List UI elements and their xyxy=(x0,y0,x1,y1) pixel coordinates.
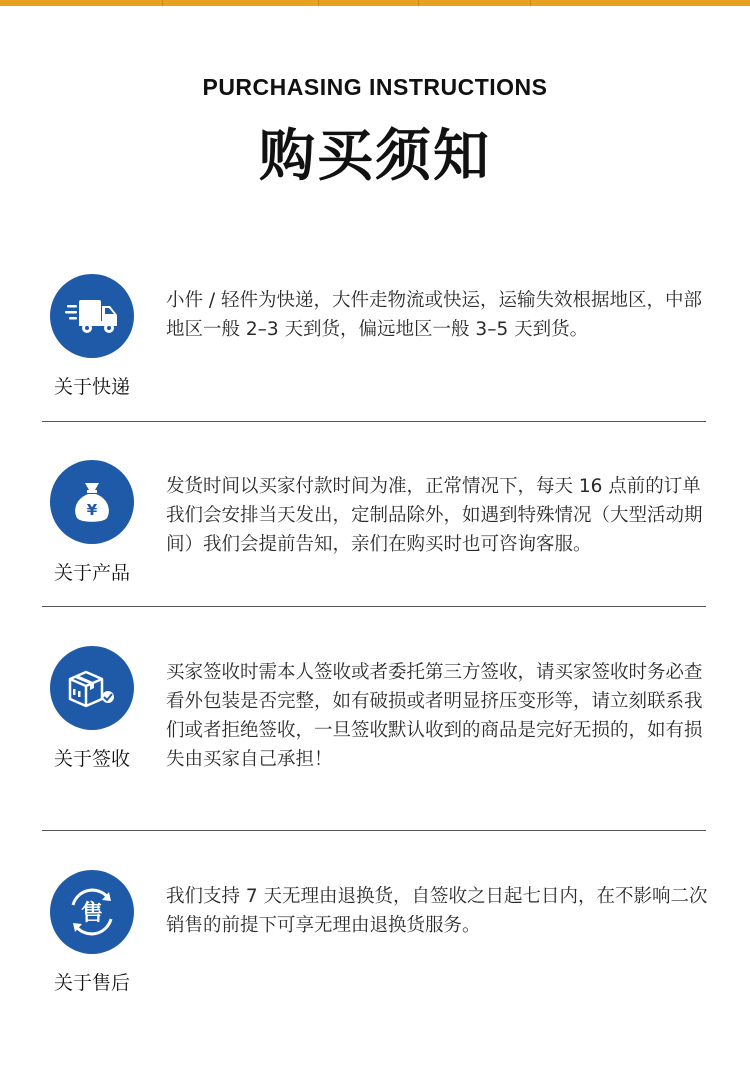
section-label: 关于售后 xyxy=(53,972,130,994)
section-text: 发货时间以买家付款时间为准，正常情况下，每天 16 点前的订单我们会安排当天发出，定制品除外，如遇到特殊情况（大型活动期间）我们会提前告知，亲们在购买时也可咨询客服。 xyxy=(166,476,703,555)
after-sale-icon-glyph: 售 xyxy=(80,901,104,926)
section-sign xyxy=(42,642,706,792)
section-label: 关于快递 xyxy=(53,376,130,398)
section-product xyxy=(42,456,706,606)
section-label: 关于签收 xyxy=(53,748,130,770)
after-sale-icon xyxy=(50,870,134,954)
delivery-truck-icon xyxy=(50,274,134,358)
divider xyxy=(42,830,706,831)
section-text: 买家签收时需本人签收或者委托第三方签收，请买家签收时务必查看外包装是否完整，如有破损或者明显挤压变形等，请立刻联系我们或者拒绝签收，一旦签收默认收到的商品是完好无损的，如有损失由买家自己承担！ xyxy=(166,662,703,770)
section-text: 我们支持 7 天无理由退换货，自签收之日起七日内，在不影响二次销售的前提下可享无理由退换货服务。 xyxy=(166,886,708,936)
money-bag-icon xyxy=(50,460,134,544)
page-title-english: PURCHASING INSTRUCTIONS xyxy=(202,74,548,100)
section-text: 小件 / 轻件为快递，大件走物流或快运，运输失效根据地区，中部地区一般 2–3 天到货，偏远地区一般 3–5 天到货。 xyxy=(166,290,702,340)
package-sign-icon xyxy=(50,646,134,730)
top-accent-bar xyxy=(0,0,750,6)
divider xyxy=(42,421,706,422)
divider xyxy=(42,606,706,607)
section-after-sale xyxy=(42,866,706,1016)
section-delivery xyxy=(42,270,706,420)
section-label: 关于产品 xyxy=(53,562,130,584)
page-title-chinese: 购买须知 xyxy=(259,124,491,189)
svg-text:¥: ¥ xyxy=(86,501,98,519)
